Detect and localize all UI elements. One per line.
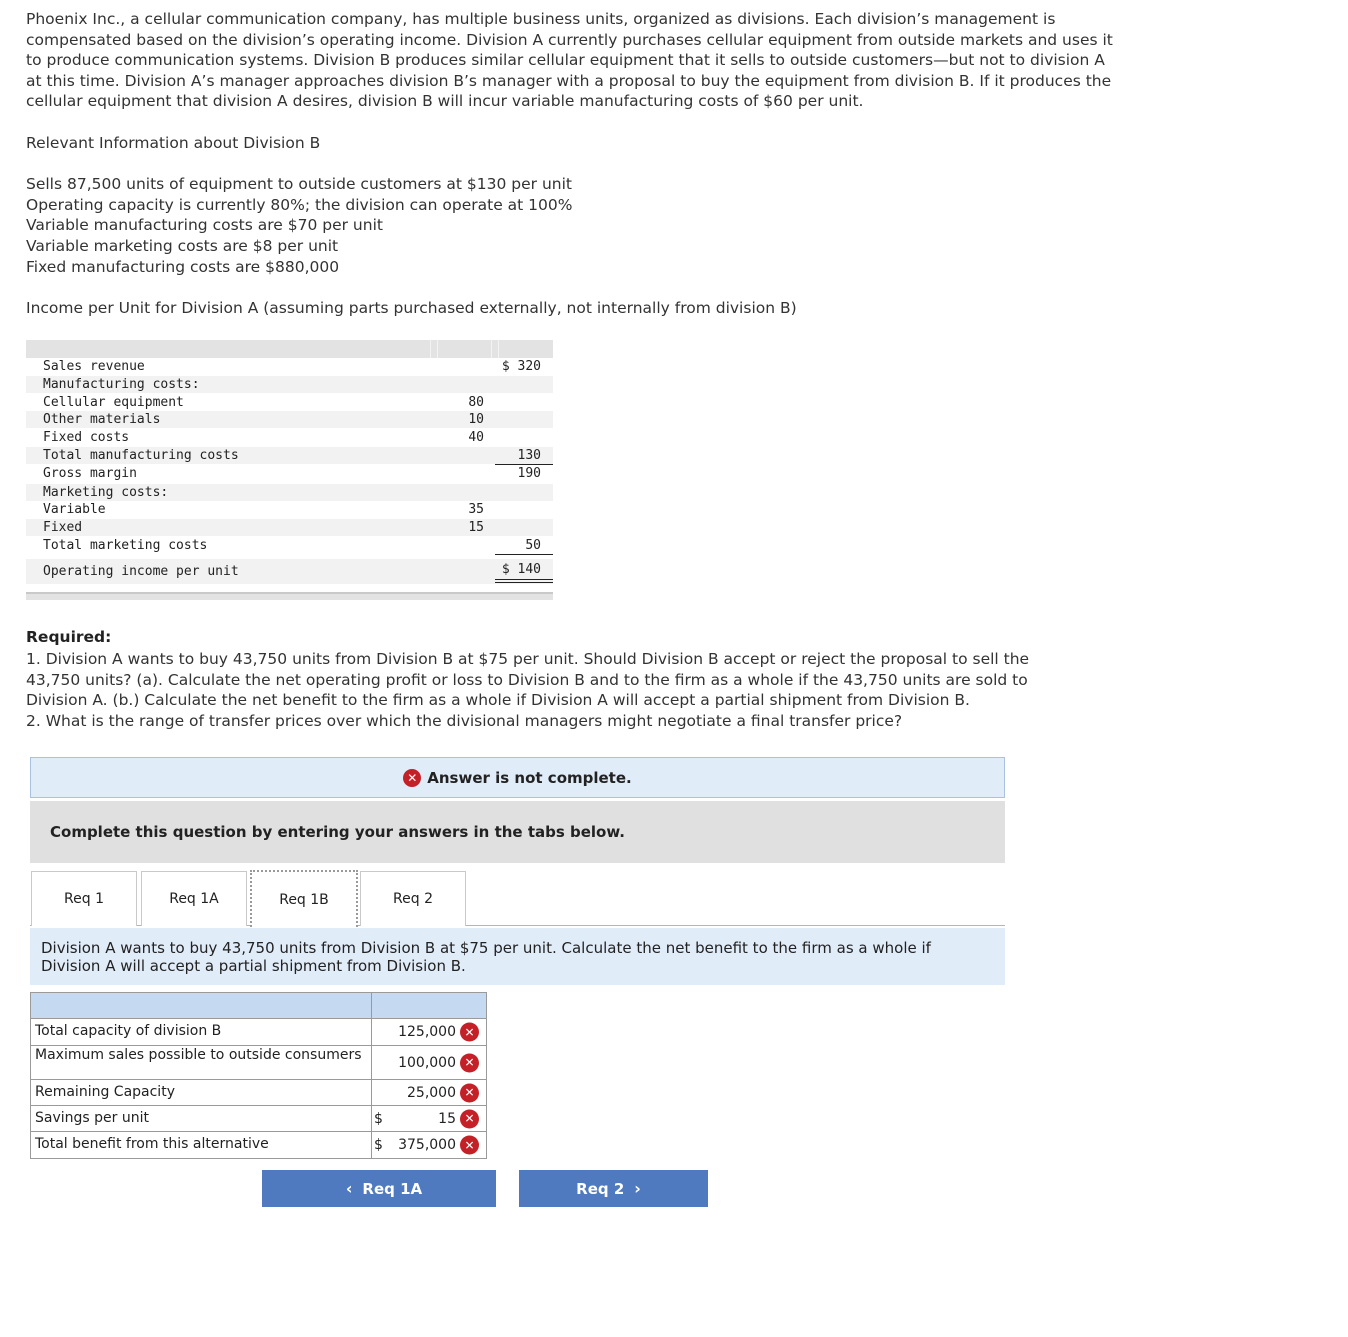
total-rule-line — [495, 582, 553, 583]
income-row-label: Fixed — [43, 520, 83, 535]
income-row-label: Total marketing costs — [43, 538, 208, 553]
total-rule-line — [495, 554, 553, 555]
fact-line: Fixed manufacturing costs are $880,000 — [26, 258, 340, 276]
incorrect-x-icon: ✕ — [460, 1083, 479, 1102]
incorrect-x-icon: ✕ — [460, 1136, 479, 1155]
income-row — [26, 411, 553, 428]
income-row-detail-value: 10 — [468, 412, 484, 427]
income-row-total-value: 130 — [517, 448, 541, 463]
answer-input[interactable]: 100,000 — [398, 1054, 456, 1071]
row-label: Total capacity of division B — [35, 1023, 222, 1039]
answer-table — [30, 992, 487, 1159]
income-row — [26, 537, 553, 554]
total-rule-line — [495, 579, 553, 580]
relevant-heading: Relevant Information about Division B — [26, 134, 321, 152]
income-row-label: Cellular equipment — [43, 395, 184, 410]
fact-line: Operating capacity is currently 80%; the division can operate at 100% — [26, 196, 573, 214]
income-row — [26, 376, 553, 393]
answer-status-banner — [30, 757, 1005, 798]
required-title: Required: — [26, 628, 112, 646]
answer-table-header — [31, 993, 486, 1019]
income-row — [26, 358, 553, 375]
complete-prompt-box — [30, 801, 1005, 863]
income-row-total-value: 190 — [517, 466, 541, 481]
problem-intro: Phoenix Inc., a cellular communication company, has multiple business units, organized as divisions. Each division’s management is compensated based on the division’s operating income. Division A currently purchases cellular equipment from outside markets and uses it to produce communication systems. Division B produces similar cellular equipment that it sells to outside customers—but not to division A at this time. Division A’s manager approaches division B’s manager with a proposal to buy the equipment from division B. If it produces the cellular equipment that division A desires, division B will incur variable manufacturing costs of $60 per unit. — [26, 10, 1113, 111]
tab-req-2[interactable] — [360, 871, 466, 926]
chevron-right-icon: › — [634, 1179, 641, 1198]
income-row — [26, 519, 553, 536]
row-label: Maximum sales possible to outside consumers — [35, 1047, 362, 1063]
income-row — [26, 429, 553, 446]
income-heading: Income per Unit for Division A (assuming parts purchased externally, not internally from division B) — [26, 299, 797, 317]
answer-input[interactable]: 375,000 — [398, 1137, 456, 1153]
income-statement — [26, 340, 553, 600]
income-row — [26, 501, 553, 518]
income-row — [26, 394, 553, 411]
incorrect-x-icon: ✕ — [460, 1053, 479, 1072]
income-row-total-value: $ 140 — [501, 562, 541, 577]
income-row — [26, 559, 553, 584]
income-row-label: Operating income per unit — [43, 564, 239, 579]
fact-line: Variable marketing costs are $8 per unit — [26, 237, 339, 255]
required-text-2: 2. What is the range of transfer prices over which the divisional managers might negotiate a final transfer price? — [26, 712, 903, 730]
tab-req-1a[interactable] — [141, 871, 247, 926]
income-row-detail-value: 35 — [468, 502, 484, 517]
error-x-icon: ✕ — [403, 769, 421, 787]
income-row-detail-value: 80 — [468, 395, 484, 410]
next-req-button[interactable] — [519, 1170, 708, 1207]
incorrect-x-icon: ✕ — [460, 1109, 479, 1128]
tab-instruction — [30, 928, 1005, 985]
income-row — [26, 484, 553, 501]
tab-req-1[interactable] — [31, 871, 137, 926]
income-row — [26, 465, 553, 482]
income-row-label: Gross margin — [43, 466, 137, 481]
income-row-label: Other materials — [43, 412, 161, 427]
tab-label: Req 2 — [393, 891, 433, 907]
answer-status-text: Answer is not complete. — [427, 768, 632, 787]
income-row-label: Variable — [43, 502, 106, 517]
prev-req-label: Req 1A — [362, 1179, 423, 1198]
tab-label: Req 1 — [64, 891, 104, 907]
answer-input[interactable]: 25,000 — [407, 1084, 456, 1101]
income-row-label: Total manufacturing costs — [43, 448, 239, 463]
total-rule-line — [495, 464, 553, 465]
complete-prompt-text: Complete this question by entering your answers in the tabs below. — [50, 823, 625, 841]
income-row-detail-value: 15 — [468, 520, 484, 535]
answer-input[interactable]: 15 — [438, 1110, 456, 1127]
income-row-detail-value: 40 — [468, 430, 484, 445]
incorrect-x-icon: ✕ — [460, 1023, 479, 1042]
fact-line: Sells 87,500 units of equipment to outside customers at $130 per unit — [26, 175, 572, 193]
row-label: Remaining Capacity — [35, 1084, 175, 1100]
income-row-label: Marketing costs: — [43, 485, 169, 500]
currency-symbol: $ — [374, 1110, 383, 1127]
income-row — [26, 447, 553, 464]
table-row — [31, 1132, 486, 1158]
answer-input[interactable]: 125,000 — [398, 1024, 456, 1040]
currency-symbol: $ — [374, 1137, 383, 1153]
income-row-label: Manufacturing costs: — [43, 377, 200, 392]
tab-req-1b[interactable] — [250, 870, 358, 927]
chevron-left-icon: ‹ — [345, 1179, 353, 1198]
instruction-text: Division A wants to buy 43,750 units from Division B at $75 per unit. Calculate the net benefit to the firm as a whole if Division A will accept a partial shipment from Division B. — [41, 939, 931, 975]
row-label: Savings per unit — [35, 1110, 149, 1126]
tab-label: Req 1A — [169, 891, 219, 907]
income-statement-footer — [26, 592, 553, 600]
table-row — [31, 1106, 486, 1132]
income-row-label: Sales revenue — [43, 359, 145, 374]
income-row-total-value: $ 320 — [501, 359, 541, 374]
table-row — [31, 1080, 486, 1106]
fact-line: Variable manufacturing costs are $70 per unit — [26, 216, 383, 234]
req-tabs — [30, 870, 1005, 926]
required-text: 1. Division A wants to buy 43,750 units from Division B at $75 per unit. Should Division B accept or reject the proposal to sell the 43,750 units? (a). Calculate the net operating profit or loss to Division B and to the firm as a whole if the 43,750 units are sold to Division A. (b.) Calculate the net benefit to the firm as a whole if Division A will accept a partial shipment from Division B. — [26, 650, 1030, 710]
prev-req-button[interactable] — [262, 1170, 496, 1207]
tab-label: Req 1B — [279, 891, 329, 908]
table-row — [31, 1019, 486, 1046]
income-row-label: Fixed costs — [43, 430, 130, 445]
row-label: Total benefit from this alternative — [35, 1136, 269, 1152]
table-row — [31, 1046, 486, 1080]
next-req-label: Req 2 — [576, 1179, 625, 1198]
income-statement-header — [26, 340, 553, 358]
income-row-total-value: 50 — [525, 538, 541, 553]
